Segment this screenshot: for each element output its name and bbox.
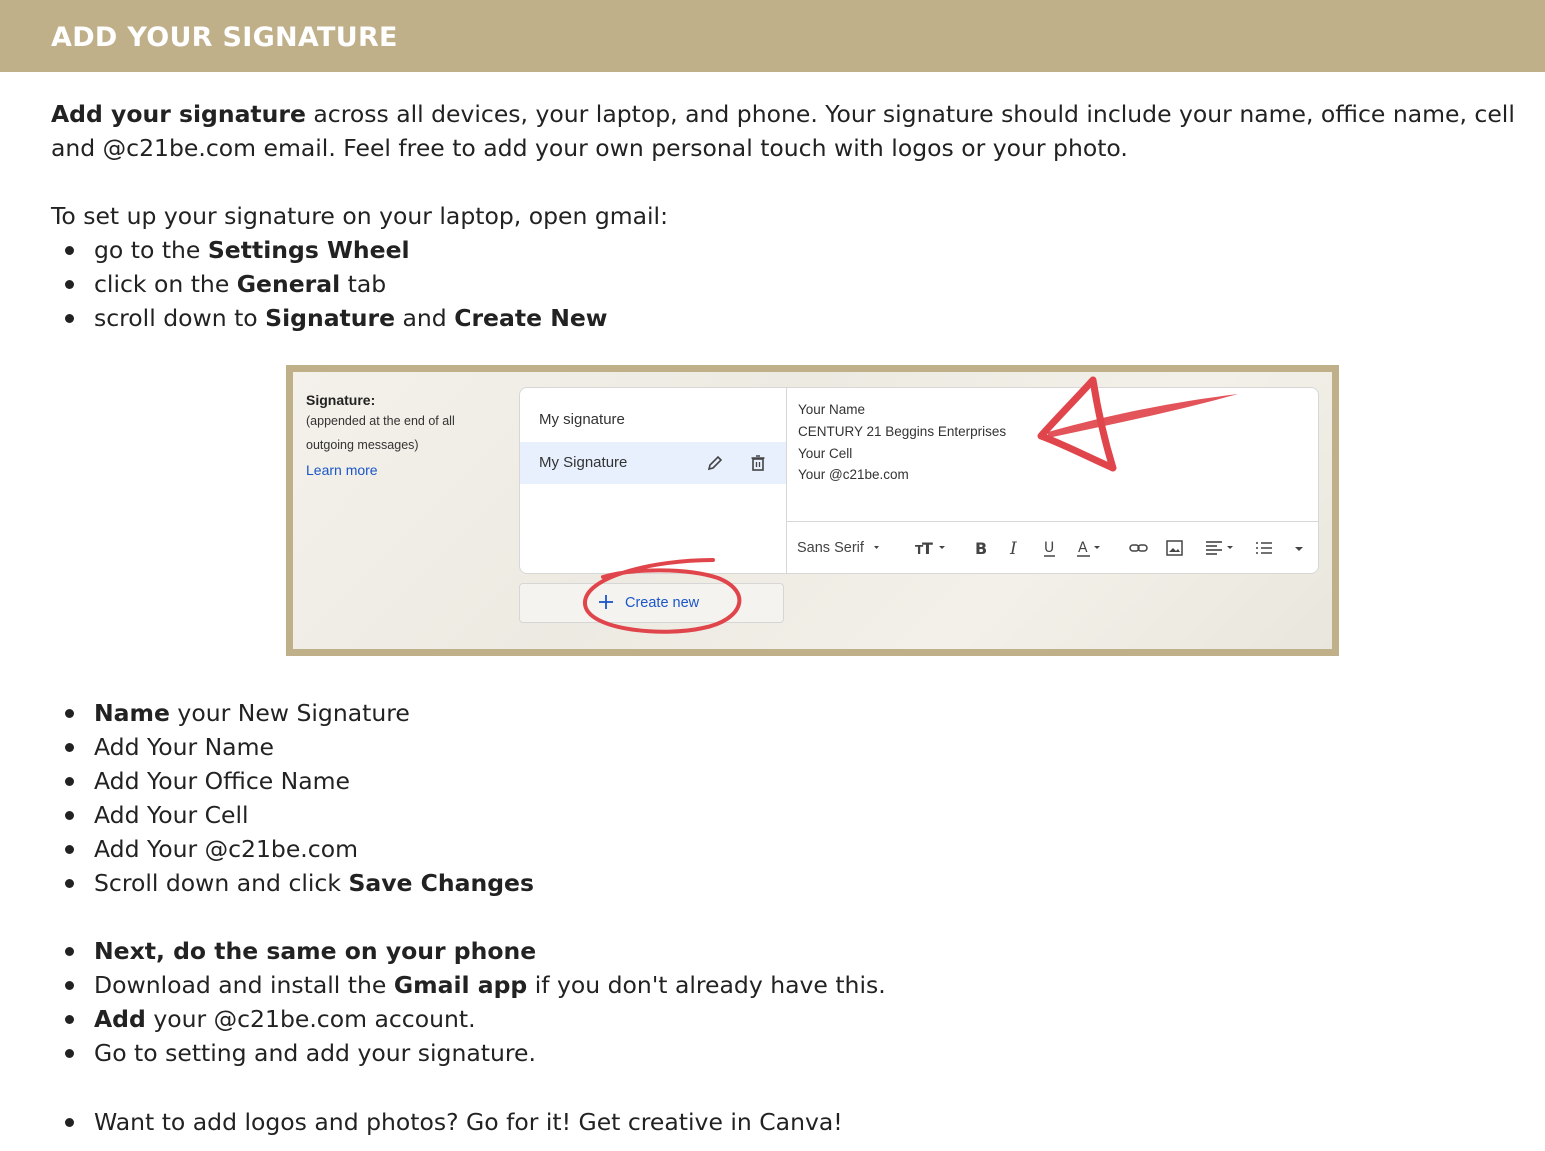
step-text: if you don't already have this. [527, 971, 886, 999]
list-item [51, 696, 534, 730]
laptop-steps-list [51, 233, 608, 335]
step-bold: Name [94, 699, 170, 727]
laptop-intro: To set up your signature on your laptop, open gmail: [51, 202, 669, 230]
header-banner [0, 0, 1545, 72]
closing-list [51, 1105, 843, 1139]
list-item [51, 1036, 886, 1070]
svg-text:B: B [975, 539, 988, 558]
step-text: your @c21be.com account. [145, 1005, 476, 1033]
svg-text:I: I [1010, 539, 1017, 558]
list-item [51, 267, 608, 301]
step-text: your New Signature [169, 699, 410, 727]
editor-line[interactable]: Your Cell [798, 446, 853, 461]
step-text: Scroll down and click [94, 869, 349, 897]
list-item [51, 968, 886, 1002]
signature-steps-list [51, 696, 534, 900]
step-bold: Next, do the same on your phone [94, 937, 537, 965]
signature-label: Signature: [306, 392, 376, 408]
closing-text: Want to add logos and photos? Go for it! Get creative in Canva! [94, 1108, 843, 1136]
step-bold: Gmail app [393, 971, 528, 999]
step-text: Add Your @c21be.com [94, 835, 358, 863]
signature-list-item-label: My Signature [539, 454, 628, 471]
phone-steps-list [51, 934, 886, 1070]
editor-line[interactable]: Your Name [798, 402, 866, 417]
list-item [51, 866, 534, 900]
step-text: Download and install the [94, 971, 394, 999]
intro-bold: Add your signature [51, 100, 306, 128]
svg-text:A: A [1078, 540, 1088, 556]
step-text: Add Your Office Name [94, 767, 350, 795]
step-text: Add Your Name [94, 733, 274, 761]
step-bold: Signature [265, 304, 396, 332]
create-new-label: Create new [625, 595, 700, 611]
step-text: and [395, 304, 455, 332]
step-bold: Create New [454, 304, 608, 332]
list-item [51, 764, 534, 798]
page-title: ADD YOUR SIGNATURE [51, 22, 398, 53]
list-item [51, 798, 534, 832]
step-bold: Settings Wheel [207, 236, 410, 264]
signature-sublabel-1: (appended at the end of all [306, 414, 455, 428]
svg-text:T: T [922, 539, 933, 558]
list-item [51, 1002, 886, 1036]
annotation-arrowhead [1041, 380, 1113, 468]
learn-more-link[interactable]: Learn more [306, 462, 378, 478]
svg-text:U: U [1044, 540, 1055, 556]
font-select-label: Sans Serif [797, 540, 864, 556]
list-item [51, 233, 608, 267]
signature-list-item-label: My signature [539, 411, 625, 428]
list-item [51, 301, 608, 335]
list-item [51, 934, 886, 968]
step-text: Go to setting and add your signature. [94, 1039, 536, 1067]
annotation-circle [585, 560, 739, 632]
signature-sublabel-2: outgoing messages) [306, 438, 419, 452]
step-text: go to the [94, 236, 208, 264]
editor-line[interactable]: Your @c21be.com [798, 467, 909, 482]
intro-paragraph [51, 97, 1521, 165]
svg-text:T: T [915, 543, 924, 557]
list-item [51, 1105, 843, 1139]
intro-text: across all devices, your laptop, and phone. Your signature should include your name, office name, cell and @c21be.com email. Feel free to add your own personal touch with logos or your photo. [51, 100, 1515, 162]
step-text: click on the [94, 270, 237, 298]
gmail-signature-screenshot [286, 365, 1339, 656]
step-bold: General [236, 270, 341, 298]
step-text: scroll down to [94, 304, 266, 332]
step-text: tab [340, 270, 387, 298]
step-text: Add Your Cell [94, 801, 249, 829]
list-item [51, 730, 534, 764]
step-bold: Save Changes [348, 869, 534, 897]
annotation-overlay [293, 372, 1332, 649]
step-bold: Add [94, 1005, 146, 1033]
list-item [51, 832, 534, 866]
editor-line[interactable]: CENTURY 21 Beggins Enterprises [798, 424, 1007, 439]
